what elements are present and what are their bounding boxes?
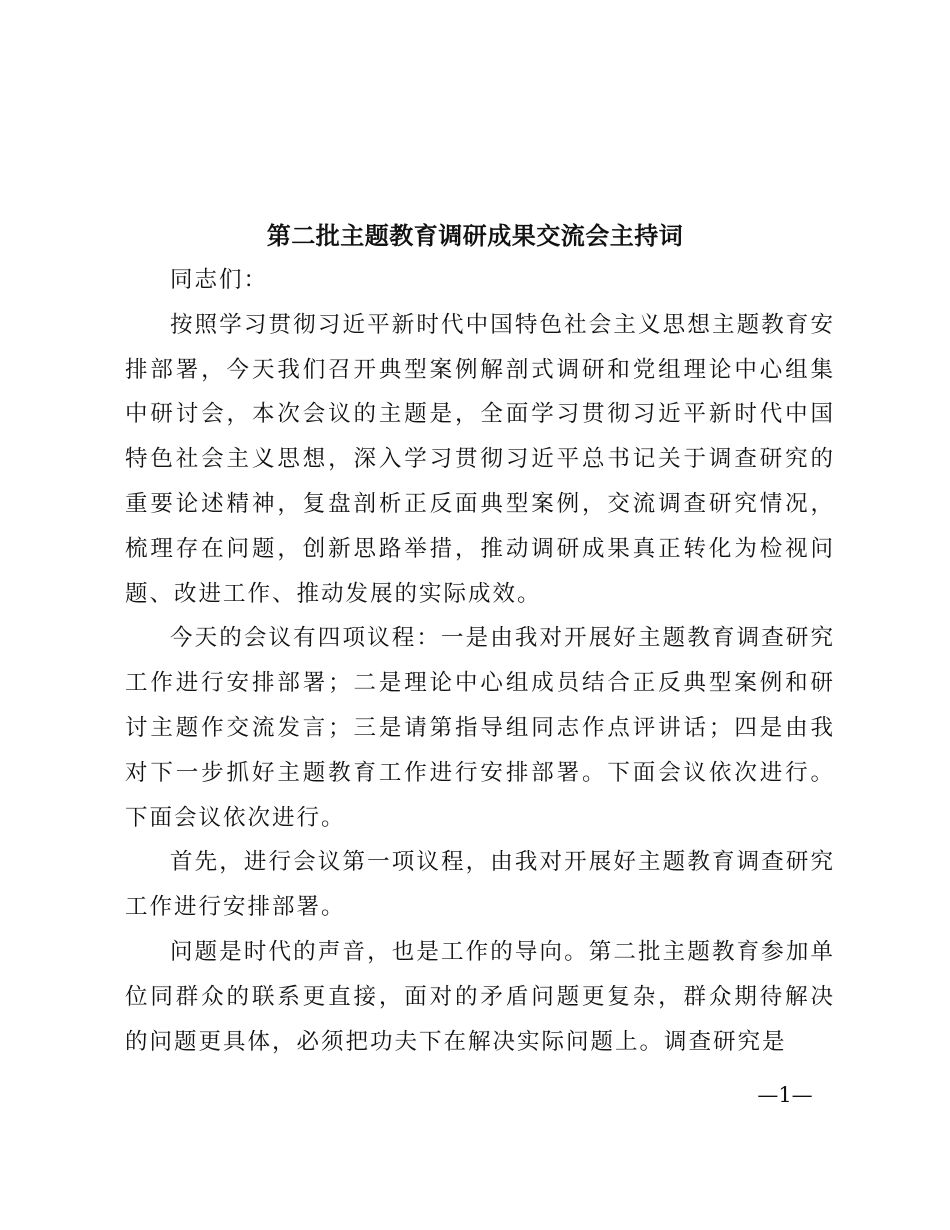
paragraph-salutation: 同志们： [170,267,269,293]
paragraph-first-item: 首先，进行会议第一项议程，由我对开展好主题教育调查研究工作进行安排部署。 [125,849,835,921]
document-body [125,258,835,1064]
paragraph-purpose: 按照学习贯彻习近平新时代中国特色社会主义思想主题教育安排部署，今天我们召开典型案例解剖式调研和党组理论中心组集中研讨会，本次会议的主题是，全面学习贯彻习近平新时代中国特色社会主义思想，深入学习贯彻习近平总书记关于调查研究的重要论述精神，复盘剖析正反面典型案例，交流调查研究情况，梳理存在问题，创新思路举措，推动调研成果真正转化为检视问题、改进工作、推动发展的实际成效。 [125,311,835,607]
document-title: 第二批主题教育调研成果交流会主持词 [266,221,684,250]
paragraph-agenda: 今天的会议有四项议程：一是由我对开展好主题教育调查研究工作进行安排部署；二是理论中心组成员结合正反典型案例和研讨主题作交流发言；三是请第指导组同志作点评讲话；四是由我对下一步抓好主题教育工作进行安排部署。下面会议依次进行。下面会议依次进行。 [125,625,835,831]
page-number: —1— [757,1083,813,1107]
paragraph-problems: 问题是时代的声音，也是工作的导向。第二批主题教育参加单位同群众的联系更直接，面对的矛盾问题更复杂，群众期待解决的问题更具体，必须把功夫下在解决实际问题上。调查研究是 [125,938,835,1055]
